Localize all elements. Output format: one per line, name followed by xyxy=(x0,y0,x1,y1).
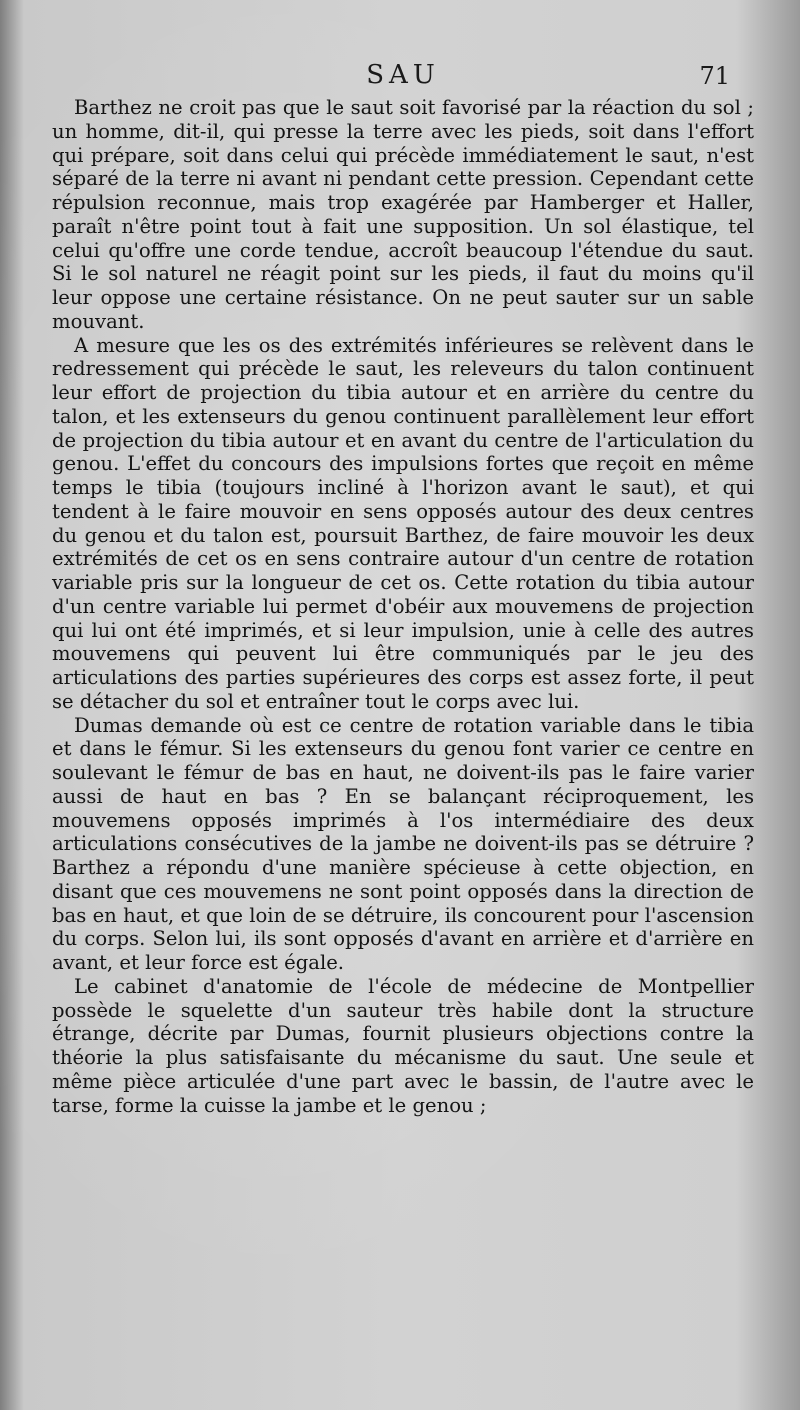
paragraph-dumas-objection: Dumas demande où est ce centre de rotation variable dans le tibia et dans le fémur. Si les extenseurs du genou font varier ce centre en soulevant le fémur de bas en haut, ne doivent-ils pas le faire varier aussi de haut en bas ? En se balançant réciproquement, les mouvemens opposés imprimés à l'os intermédiaire des deux articulations consécutives de la jambe ne doivent-ils pas se détruire ? Barthez a répondu d'une manière spécieuse à cette objection, en disant que ces mouvemens ne sont point opposés dans la direction de bas en haut, et que loin de se détruire, ils concourent pour l'ascension du corps. Selon lui, ils sont opposés d'avant en arrière et d'arrière en avant, et leur force est égale. xyxy=(52,713,754,974)
page-body xyxy=(52,96,754,1117)
running-head: SAU xyxy=(366,60,440,90)
page-header xyxy=(52,60,754,96)
paragraph-redressement-tibia: A mesure que les os des extrémités inférieures se relèvent dans le redressement qui précède le saut, les releveurs du talon continuent leur effort de projection du tibia autour et en arrière du centre du talon, et les extenseurs du genou continuent parallèlement leur effort de projection du tibia autour et en avant du centre de l'articulation du genou. L'effet du concours des impulsions fortes que reçoit en même temps le tibia (toujours incliné à l'horizon avant le saut), et qui tendent à le faire mouvoir en sens opposés autour des deux centres du genou et du talon est, poursuit Barthez, de faire mouvoir les deux extrémités de cet os en sens contraire autour d'un centre de rotation variable pris sur la longueur de cet os. Cette rotation du tibia autour d'un centre variable lui permet d'obéir aux mouvemens de projection qui lui ont été imprimés, et si leur impulsion, unie à celle des autres mouvemens qui peuvent lui être communiqués par le jeu des articulations des parties supérieures des corps est assez forte, il peut se détacher du sol et entraîner tout le corps avec lui. xyxy=(52,333,754,713)
paragraph-cabinet-anatomie: Le cabinet d'anatomie de l'école de médecine de Montpellier possède le squelette d'un sauteur très habile dont la structure étrange, décrite par Dumas, fournit plusieurs objections contre la théorie la plus satisfaisante du mécanisme du saut. Une seule et même pièce articulée d'une part avec le bassin, de l'autre avec le tarse, forme la cuisse la jambe et le genou ; xyxy=(52,974,754,1117)
paragraph-saut-reaction-sol: Barthez ne croit pas que le saut soit favorisé par la réaction du sol ; un homme, dit-il, qui presse la terre avec les pieds, soit dans l'effort qui prépare, soit dans celui qui précède immédiatement le saut, n'est séparé de la terre ni avant ni pendant cette pression. Cependant cette répulsion reconnue, mais trop exagérée par Hamberger et Haller, paraît n'être point tout à fait une supposition. Un sol élastique, tel celui qu'offre une corde tendue, accroît beaucoup l'étendue du saut. Si le sol naturel ne réagit point sur les pieds, il faut du moins qu'il leur oppose une certaine résistance. On ne peut sauter sur un sable mouvant. xyxy=(52,96,754,333)
page-number: 71 xyxy=(699,62,730,90)
